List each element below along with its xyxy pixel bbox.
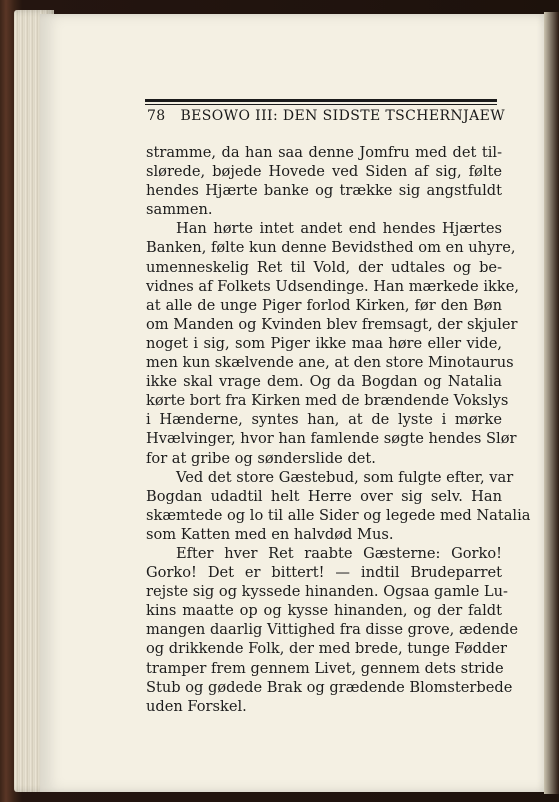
text-line: Stub og gødede Brak og grædende Blomsterbede (146, 678, 513, 696)
text-line: Han hørte intet andet end hendes Hjærtes (176, 220, 502, 238)
text-line: Hvælvinger, hvor han famlende søgte hendes Slør (146, 430, 517, 448)
page-number: 78 (147, 108, 166, 124)
text-line: hendes Hjærte banke og trække sig angstfuldt (146, 182, 502, 200)
text-line: umenneskelig Ret til Vold, der udtales og be- (146, 258, 502, 276)
text-line: om Manden og Kvinden blev fremsagt, der skjuler (146, 315, 518, 333)
text-line: sammen. (146, 201, 213, 219)
text-line: for at gribe og sønderslide det. (146, 449, 376, 467)
body-text (146, 143, 531, 716)
book-spine-edge (544, 12, 559, 794)
text-line: og drikkende Folk, der med brede, tunge Fødder (146, 640, 507, 658)
running-title: BESOWO III: DEN SIDSTE TSCHERNJAEW (180, 108, 506, 124)
text-line: kins maatte op og kysse hinanden, og der faldt (146, 602, 502, 620)
text-line: men kun skælvende ane, at den store Minotaurus (146, 354, 514, 372)
header-rule-thick (145, 99, 497, 102)
text-line: slørede, bøjede Hovede ved Siden af sig, følte (146, 163, 502, 181)
text-line: stramme, da han saa denne Jomfru med det til- (146, 144, 502, 161)
text-line: Bogdan udadtil helt Herre over sig selv. Han (146, 487, 502, 505)
text-line: Efter hver Ret raabte Gæsterne: Gorko! (176, 544, 502, 562)
text-line: Banken, følte kun denne Bevidsthed om en uhyre, (146, 239, 516, 257)
text-line: Gorko! Det er bittert! — indtil Brudeparret (146, 564, 502, 582)
text-line: vidnes af Folkets Udsendinge. Han mærkede ikke, (146, 277, 519, 295)
text-line: kørte bort fra Kirken med de brændende Vokslys (146, 392, 509, 410)
text-line: mangen daarlig Vittighed fra disse grove, ædende (146, 621, 519, 639)
text-line: som Katten med en halvdød Mus. (146, 525, 394, 543)
text-line: noget i sig, som Piger ikke maa høre eller vide, (146, 334, 502, 352)
text-line: uden Forskel. (146, 697, 247, 715)
text-line: ikke skal vrage dem. Og da Bogdan og Natalia (146, 373, 502, 391)
text-line: skæmtede og lo til alle Sider og legede med Natalia (146, 506, 531, 524)
text-line: Ved det store Gæstebud, som fulgte efter, var (176, 468, 514, 486)
text-line: tramper frem gennem Livet, gennem dets stride (146, 659, 504, 677)
text-line: at alle de unge Piger forlod Kirken, før den Bøn (146, 296, 502, 314)
text-line: rejste sig og kyssede hinanden. Ogsaa gamle Lu- (146, 583, 508, 601)
header-rule-thin (145, 104, 497, 105)
text-line: i Hænderne, syntes han, at de lyste i mørke (146, 411, 502, 429)
running-header (147, 108, 505, 124)
